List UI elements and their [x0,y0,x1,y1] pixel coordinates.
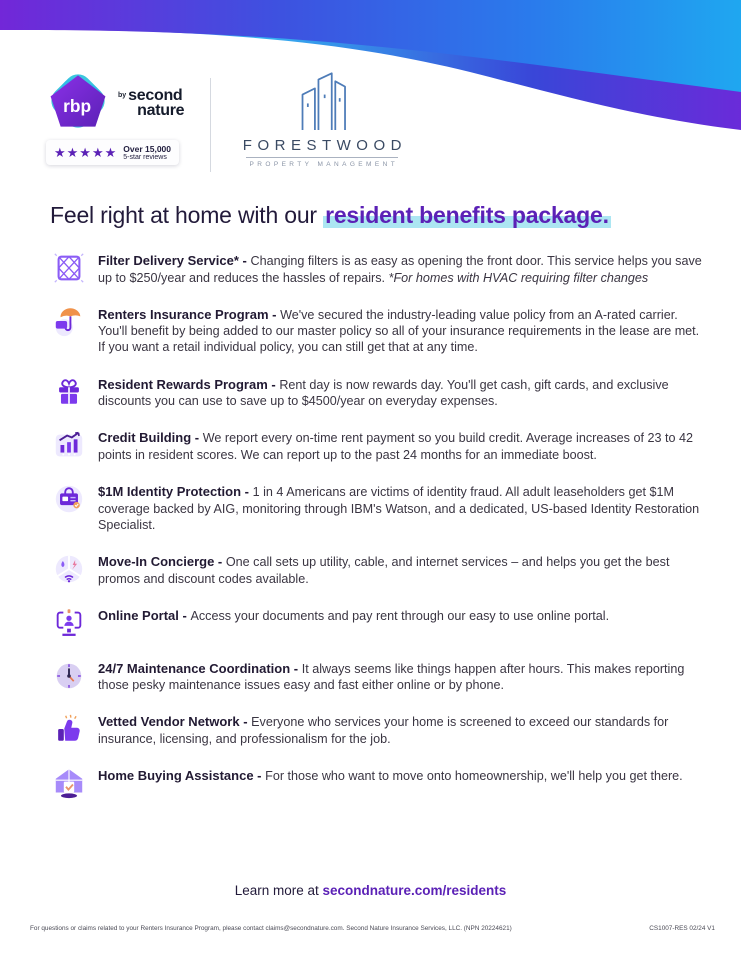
benefit-text [98,714,711,747]
benefit-description: Access your documents and pay rent through our easy to use online portal. [190,608,610,623]
header-divider [210,78,211,172]
benefit-item [52,661,711,694]
online-portal-icon [52,606,86,640]
brand-line1: second [128,87,183,105]
by-label: by [118,92,127,100]
benefit-title: Resident Rewards Program - [98,376,280,392]
document-code: CS1007-RES 02/24 V1 [649,925,715,932]
learn-more-prefix: Learn more at [234,883,323,898]
benefit-text [98,377,711,410]
legal-text: For questions or claims related to your Renters Insurance Program, please contact claims@secondnature.com. Second Nature Insurance Services, LLC. (NPN 20224621) [30,925,512,932]
benefit-text [98,253,711,286]
forestwood-name: FORESTWOOD [242,137,407,154]
benefit-title: Move-In Concierge - [98,553,226,569]
benefit-title: Online Portal - [98,607,191,623]
benefit-description: We report every on-time rent payment so you build credit. Average increases of 23 to 42 points in resident scores. We can report up to the past 24 months for an immediate boost. [98,431,693,462]
rbp-logo-icon [46,72,110,130]
benefit-description: 1 in 4 Americans are victims of identity fraud. All adult leaseholders get $1M coverage backed by AIG, monitoring through IBM's Watson, and a dedicated, US-based Identity Restoration Specialist. [98,485,700,532]
rbp-logo [46,72,184,130]
page-title [50,202,711,229]
renters-insurance-icon [52,305,86,339]
benefit-item [52,608,711,640]
rewards-gift-icon [52,375,86,409]
home-buying-icon [52,766,86,800]
benefit-item [52,768,711,800]
benefit-description: Everyone who services your home is screened to exceed our standards for insurance, licensing, and professionalism for the job. [98,715,669,746]
benefit-item [52,554,711,587]
benefit-description: We've secured the industry-leading value policy from an A-rated carrier. You'll benefit by being added to our master policy so all of your insurance requirements in the lease are met. If you want a retail individual policy, you can still get that at any time. [98,307,700,355]
benefit-item [52,253,711,286]
reviews-label: 5-star reviews [123,154,167,161]
second-nature-wordmark [118,89,184,118]
credit-building-icon [52,428,86,462]
benefit-title: Filter Delivery Service* - [98,253,251,268]
benefit-text [98,768,711,785]
benefit-description: Rent day is now rewards day. You'll get cash, gift cards, and exclusive discounts you can use to save up to $4500/year on everyday expenses. [98,377,669,409]
reviews-text [123,144,171,161]
forestwood-logo [237,68,407,168]
benefit-description: Changing filters is as easy as opening the front door. This service helps you save up to $250/year and reduces the hassles of repairs. [98,254,702,285]
benefit-text [98,307,711,356]
benefit-description: For those who want to move onto homeownership, we'll help you get there. [265,769,683,784]
benefit-text [98,661,711,694]
benefit-text [98,484,711,533]
title-prefix: Feel right at home with our [50,202,324,228]
benefit-item [52,484,711,533]
header [46,72,407,172]
identity-protection-icon [52,482,86,516]
svg-text:rbp: rbp [63,95,92,116]
benefit-item [52,307,711,356]
title-highlight: resident benefits package. [325,202,609,228]
benefits-list [52,253,711,800]
move-in-concierge-icon [52,552,86,586]
benefit-title: $1M Identity Protection - [98,484,253,500]
learn-more-link[interactable]: secondnature.com/residents [322,883,507,898]
benefit-title: Credit Building - [98,430,203,446]
benefit-note: *For homes with HVAC requiring filter changes [385,270,649,285]
five-stars-icon: ★★★★★ [54,145,118,160]
benefit-title: Vetted Vendor Network - [98,714,252,730]
maintenance-clock-icon [52,659,86,693]
benefit-title: 24/7 Maintenance Coordination - [98,660,302,676]
benefit-title: Home Buying Assistance - [98,768,266,784]
forestwood-subtitle: PROPERTY MANAGEMENT [246,157,398,168]
reviews-badge [46,140,179,165]
benefit-description: It always seems like things happen after hours. This makes reporting those pesky maintenance issues easy and fast either online or by phone. [98,661,685,693]
learn-more [0,883,741,898]
rbp-brand-block [46,72,184,165]
brand-line2: nature [137,102,185,119]
benefit-text [98,608,711,625]
benefit-text [98,430,711,463]
benefit-item [52,714,711,747]
legal-row [30,925,715,932]
benefit-item [52,377,711,410]
forestwood-building-icon [295,68,349,130]
benefit-text [98,554,711,587]
vendor-thumbs-up-icon [52,712,86,746]
benefit-item [52,430,711,463]
reviews-count: Over 15,000 [123,144,172,154]
benefit-description: One call sets up utility, cable, and internet services – and helps you get the best promos and discount codes available. [98,554,670,586]
filter-icon [52,251,86,285]
brand-name [128,89,184,118]
benefit-title: Renters Insurance Program - [98,306,281,322]
